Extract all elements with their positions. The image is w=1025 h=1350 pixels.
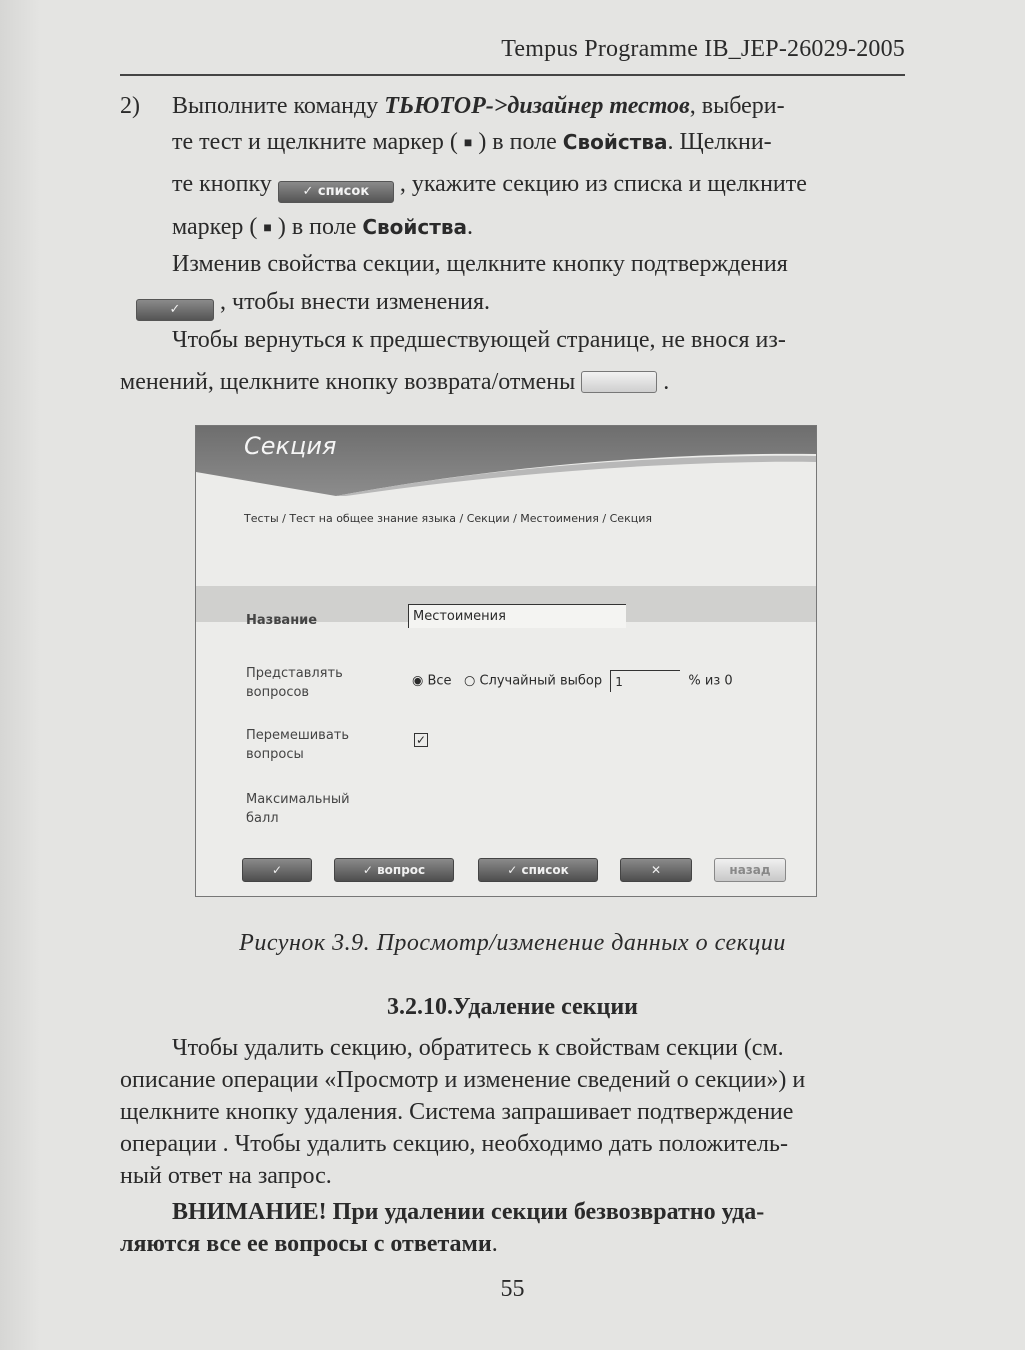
return-line-2 xyxy=(120,362,669,402)
confirm-line-2 xyxy=(136,282,490,322)
warning-line-1: ВНИМАНИЕ! При удалении секции безвозвратно уда- xyxy=(172,1199,765,1225)
inline-confirm-button: ✓ xyxy=(136,299,214,321)
radio-all-icon[interactable]: ◉ xyxy=(412,673,424,689)
marker-icon: ■ xyxy=(263,221,272,236)
marker-icon: ■ xyxy=(463,136,473,151)
section-line-5: ный ответ на запрос. xyxy=(120,1163,332,1189)
text: ляются все ее вопросы с ответами xyxy=(120,1231,492,1257)
page-number: 55 xyxy=(500,1276,525,1302)
step-line-1 xyxy=(172,86,785,126)
running-header: Tempus Programme IB_JEP-26029-2005 xyxy=(501,36,905,62)
field-name: Свойства xyxy=(362,215,468,239)
name-label: Название xyxy=(246,613,318,628)
figure-title: Секция xyxy=(244,432,337,460)
step-line-4 xyxy=(172,207,473,249)
confirm-button[interactable]: ✓ xyxy=(242,858,312,882)
shuffle-label xyxy=(246,726,349,764)
text: . Щелкни- xyxy=(667,129,772,155)
radio-random-icon[interactable]: ○ xyxy=(463,673,476,689)
confirm-line-1: Изменив свойства секции, щелкните кнопку подтверждения xyxy=(172,251,788,277)
warning-line-2 xyxy=(120,1224,498,1264)
inline-return-button xyxy=(581,371,657,393)
percent-input[interactable]: 1 xyxy=(610,670,680,692)
delete-button[interactable]: ✕ xyxy=(620,858,692,882)
present-label xyxy=(246,664,343,702)
field-name: Свойства xyxy=(562,130,668,154)
step-line-3 xyxy=(172,164,807,204)
text: , чтобы внести изменения. xyxy=(214,289,491,315)
section-heading: 3.2.10.Удаление секции xyxy=(387,994,638,1020)
return-line-1: Чтобы вернуться к предшествующей странице, не внося из- xyxy=(172,327,786,353)
question-button[interactable]: ✓ вопрос xyxy=(334,858,454,882)
text: маркер ( xyxy=(172,214,264,240)
text: менений, щелкните кнопку возврата/отмены xyxy=(120,369,582,395)
present-options xyxy=(412,670,733,692)
inline-list-button: ✓ список xyxy=(278,181,394,203)
section-line-3: щелкните кнопку удаления. Система запрашивает подтверждение xyxy=(120,1099,794,1125)
page-edge-shadow xyxy=(0,0,40,1350)
figure-caption: Рисунок 3.9. Просмотр/изменение данных о секции xyxy=(239,930,786,956)
text: . xyxy=(467,214,474,240)
section-line-2: описание операции «Просмотр и изменение сведений о секции») и xyxy=(120,1067,806,1093)
list-button[interactable]: ✓ список xyxy=(478,858,598,882)
radio-all-label: Все xyxy=(427,673,452,689)
text: те тест и щелкните маркер ( xyxy=(172,129,464,155)
label-line: вопросы xyxy=(246,747,304,762)
text: те кнопку xyxy=(172,171,278,197)
text: . xyxy=(491,1231,498,1257)
step-number: 2) xyxy=(120,93,140,119)
command-name: ТЬЮТОР->дизайнер тестов xyxy=(384,93,690,119)
label-line: Перемешивать xyxy=(246,728,350,743)
label-line: Максимальный xyxy=(246,792,350,807)
breadcrumb[interactable]: Тесты / Тест на общее знание языка / Секции / Местоимения / Секция xyxy=(244,512,652,525)
back-button[interactable]: назад xyxy=(714,858,786,882)
text: ) в поле xyxy=(271,214,363,240)
percent-suffix: % из 0 xyxy=(688,673,733,689)
shuffle-checkbox[interactable]: ✓ xyxy=(415,733,427,747)
label-line: Представлять xyxy=(246,666,343,681)
text: , выбери- xyxy=(689,93,785,119)
radio-random-label: Случайный выбор xyxy=(479,673,603,689)
label-line: вопросов xyxy=(246,685,310,700)
name-input[interactable]: Местоимения xyxy=(408,604,626,628)
text: . xyxy=(657,369,670,395)
text: ) в поле xyxy=(472,129,563,155)
max-score-label xyxy=(246,790,350,828)
label-line: балл xyxy=(246,811,279,826)
text: Выполните команду xyxy=(172,93,385,119)
section-form-figure xyxy=(195,425,817,897)
section-line-4: операции . Чтобы удалить секцию, необходимо дать положитель- xyxy=(120,1131,788,1157)
text: , укажите секцию из списка и щелкните xyxy=(393,171,807,197)
section-line-1: Чтобы удалить секцию, обратитесь к свойствам секции (см. xyxy=(172,1035,784,1061)
step-line-2 xyxy=(172,122,772,164)
header-rule xyxy=(120,74,905,76)
